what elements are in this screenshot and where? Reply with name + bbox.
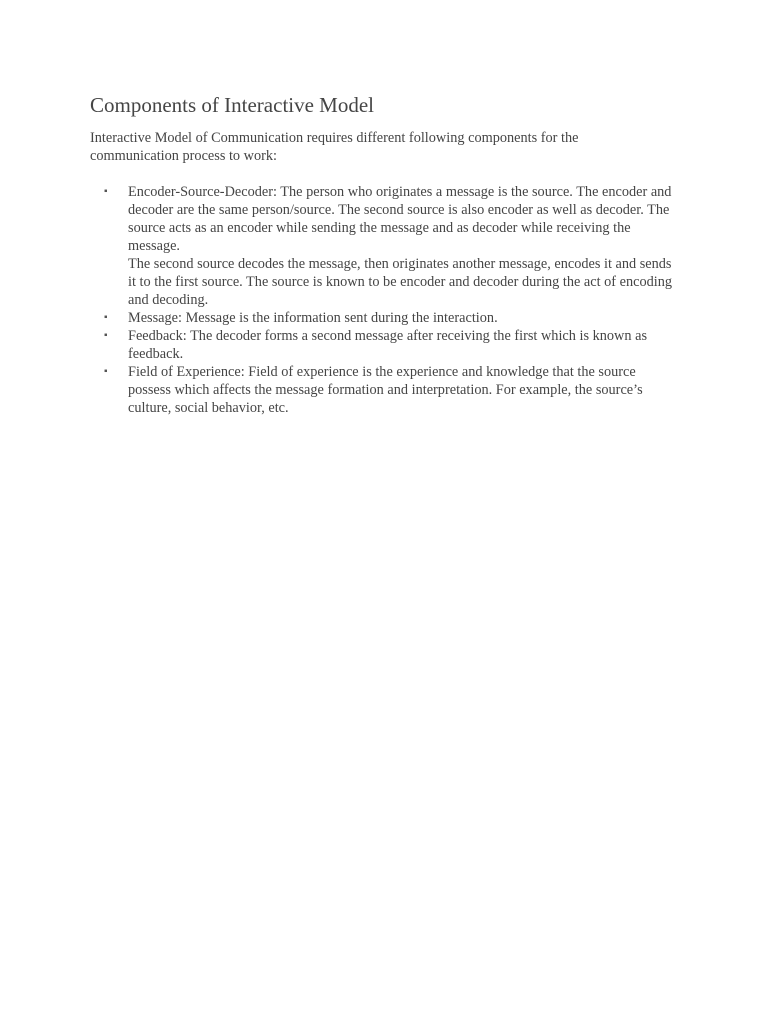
bullet-icon: ▪	[104, 330, 108, 341]
list-item-text: Feedback: The decoder forms a second message after receiving the first which is known as feedback.	[128, 328, 648, 362]
document-title: Components of Interactive Model	[90, 93, 375, 117]
list-item-feedback	[90, 327, 680, 363]
components-list	[90, 183, 690, 417]
list-item-encoder-source-decoder	[90, 183, 680, 309]
list-item-text: Message: Message is the information sent during the interaction.	[128, 310, 498, 326]
bullet-icon: ▪	[104, 186, 108, 197]
list-item-text: Encoder-Source-Decoder: The person who originates a message is the source. The encoder and decoder are the same person/source. The second source is also encoder as well as decoder. The source acts as an encoder while sending the message and as decoder while receiving the message.	[128, 184, 672, 254]
list-item-continuation: The second source decodes the message, then originates another message, encodes it and sends it to the first source. The source is known to be encoder and decoder during the act of encoding and decoding.	[128, 256, 673, 308]
list-item-message	[90, 309, 680, 327]
intro-paragraph: Interactive Model of Communication requires different following components for the communication process to work:	[90, 130, 579, 164]
list-item-field-of-experience	[90, 363, 680, 417]
list-item-text: Field of Experience: Field of experience is the experience and knowledge that the source possess which affects the message formation and interpretation. For example, the source’s culture, social behavior, etc.	[128, 364, 643, 416]
bullet-icon: ▪	[104, 312, 108, 323]
bullet-icon: ▪	[104, 366, 108, 377]
